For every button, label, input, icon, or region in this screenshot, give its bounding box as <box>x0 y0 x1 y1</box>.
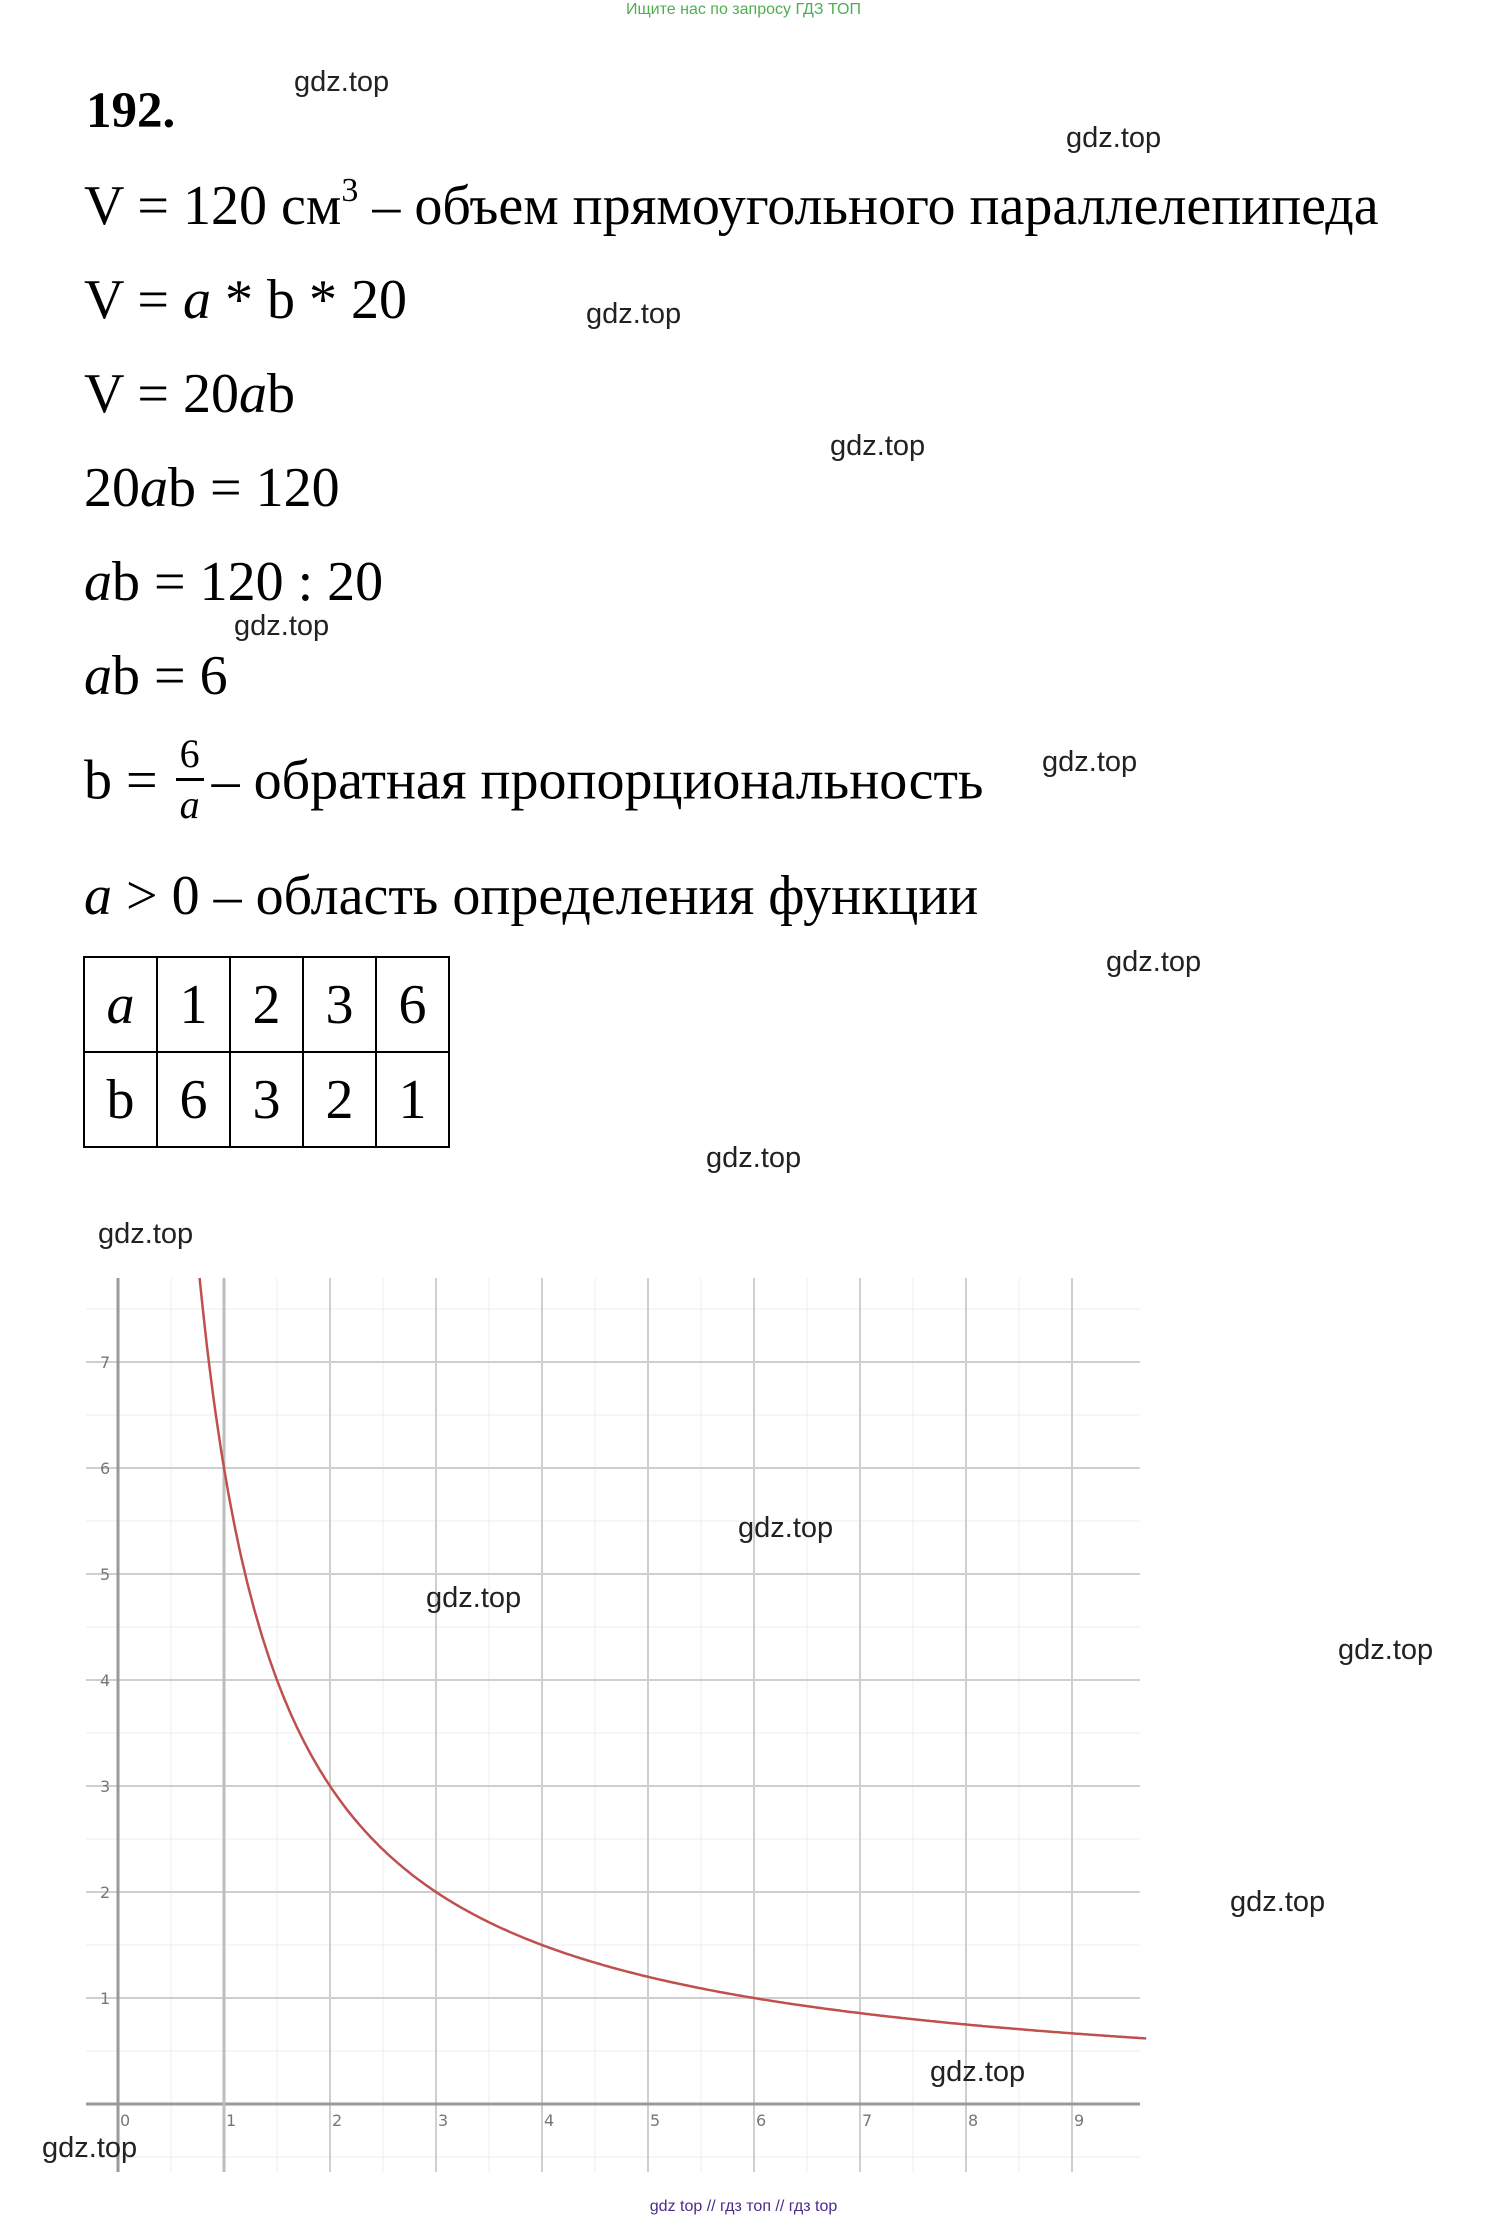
watermark: gdz.top <box>42 2132 138 2164</box>
formula-line-2: V = 20ab <box>84 363 296 425</box>
domain-line: a > 0 – область определения функции <box>84 865 979 927</box>
table-cell: 3 <box>230 1052 303 1147</box>
equation-line-2: ab = 120 : 20 <box>84 551 384 613</box>
watermark: gdz.top <box>706 1142 802 1174</box>
table-cell: 6 <box>376 957 449 1052</box>
watermark: gdz.top <box>738 1512 834 1544</box>
table-cell: a <box>84 957 157 1052</box>
x-tick-label: 3 <box>438 2111 449 2130</box>
equation-line-3: ab = 6 <box>84 645 228 707</box>
table-cell: 1 <box>376 1052 449 1147</box>
watermark: gdz.top <box>294 66 390 98</box>
footer-links[interactable]: gdz top // гдз топ // гдз top <box>649 2198 838 2215</box>
x-tick-label: 7 <box>862 2111 873 2130</box>
search-banner[interactable]: Ищите нас по запросу ГДЗ ТОП <box>626 1 861 18</box>
inverse-proportion-line: b = $\frac{6}{a}$ – обратная пропорциональность <box>84 731 984 827</box>
x-tick-label: 4 <box>544 2111 555 2130</box>
fraction: $\frac{6}{a}$ <box>176 734 204 825</box>
y-tick-label: 2 <box>100 1883 111 1902</box>
table-cell: 6 <box>157 1052 230 1147</box>
table-cell: 1 <box>157 957 230 1052</box>
volume-line: V = 120 $см^3$ – объем прямоугольного параллелепипеда <box>84 172 1379 237</box>
y-tick-label: 6 <box>100 1459 111 1478</box>
series-line <box>200 1278 1147 2038</box>
watermark: gdz.top <box>426 1582 522 1614</box>
formula-line-1: V = a * b * 20 <box>84 269 408 331</box>
table-cell: 3 <box>303 957 376 1052</box>
watermark: gdz.top <box>1106 946 1202 978</box>
x-tick-label: 1 <box>226 2111 237 2130</box>
table-cell: 2 <box>303 1052 376 1147</box>
watermark: gdz.top <box>1338 1634 1434 1666</box>
x-tick-label: 5 <box>650 2111 661 2130</box>
y-tick-label: 4 <box>100 1671 111 1690</box>
x-tick-label: 0 <box>120 2111 131 2130</box>
x-tick-label: 2 <box>332 2111 343 2130</box>
watermark: gdz.top <box>234 610 330 642</box>
watermark: gdz.top <box>1042 746 1138 778</box>
watermark: gdz.top <box>1066 122 1162 154</box>
y-tick-label: 1 <box>100 1989 111 2008</box>
y-tick-label: 5 <box>100 1565 111 1584</box>
watermark: gdz.top <box>98 1218 194 1250</box>
y-tick-label: 3 <box>100 1777 111 1796</box>
watermark: gdz.top <box>1230 1886 1326 1918</box>
watermark: gdz.top <box>586 298 682 330</box>
table-cell: 2 <box>230 957 303 1052</box>
task-number: 192. <box>86 83 176 139</box>
x-tick-label: 9 <box>1074 2111 1085 2130</box>
x-tick-label: 8 <box>968 2111 979 2130</box>
equation-line-1: 20ab = 120 <box>84 457 340 519</box>
x-tick-label: 6 <box>756 2111 767 2130</box>
y-tick-label: 7 <box>100 1353 111 1372</box>
watermark: gdz.top <box>830 430 926 462</box>
watermark: gdz.top <box>930 2056 1026 2088</box>
table-cell: b <box>84 1052 157 1147</box>
